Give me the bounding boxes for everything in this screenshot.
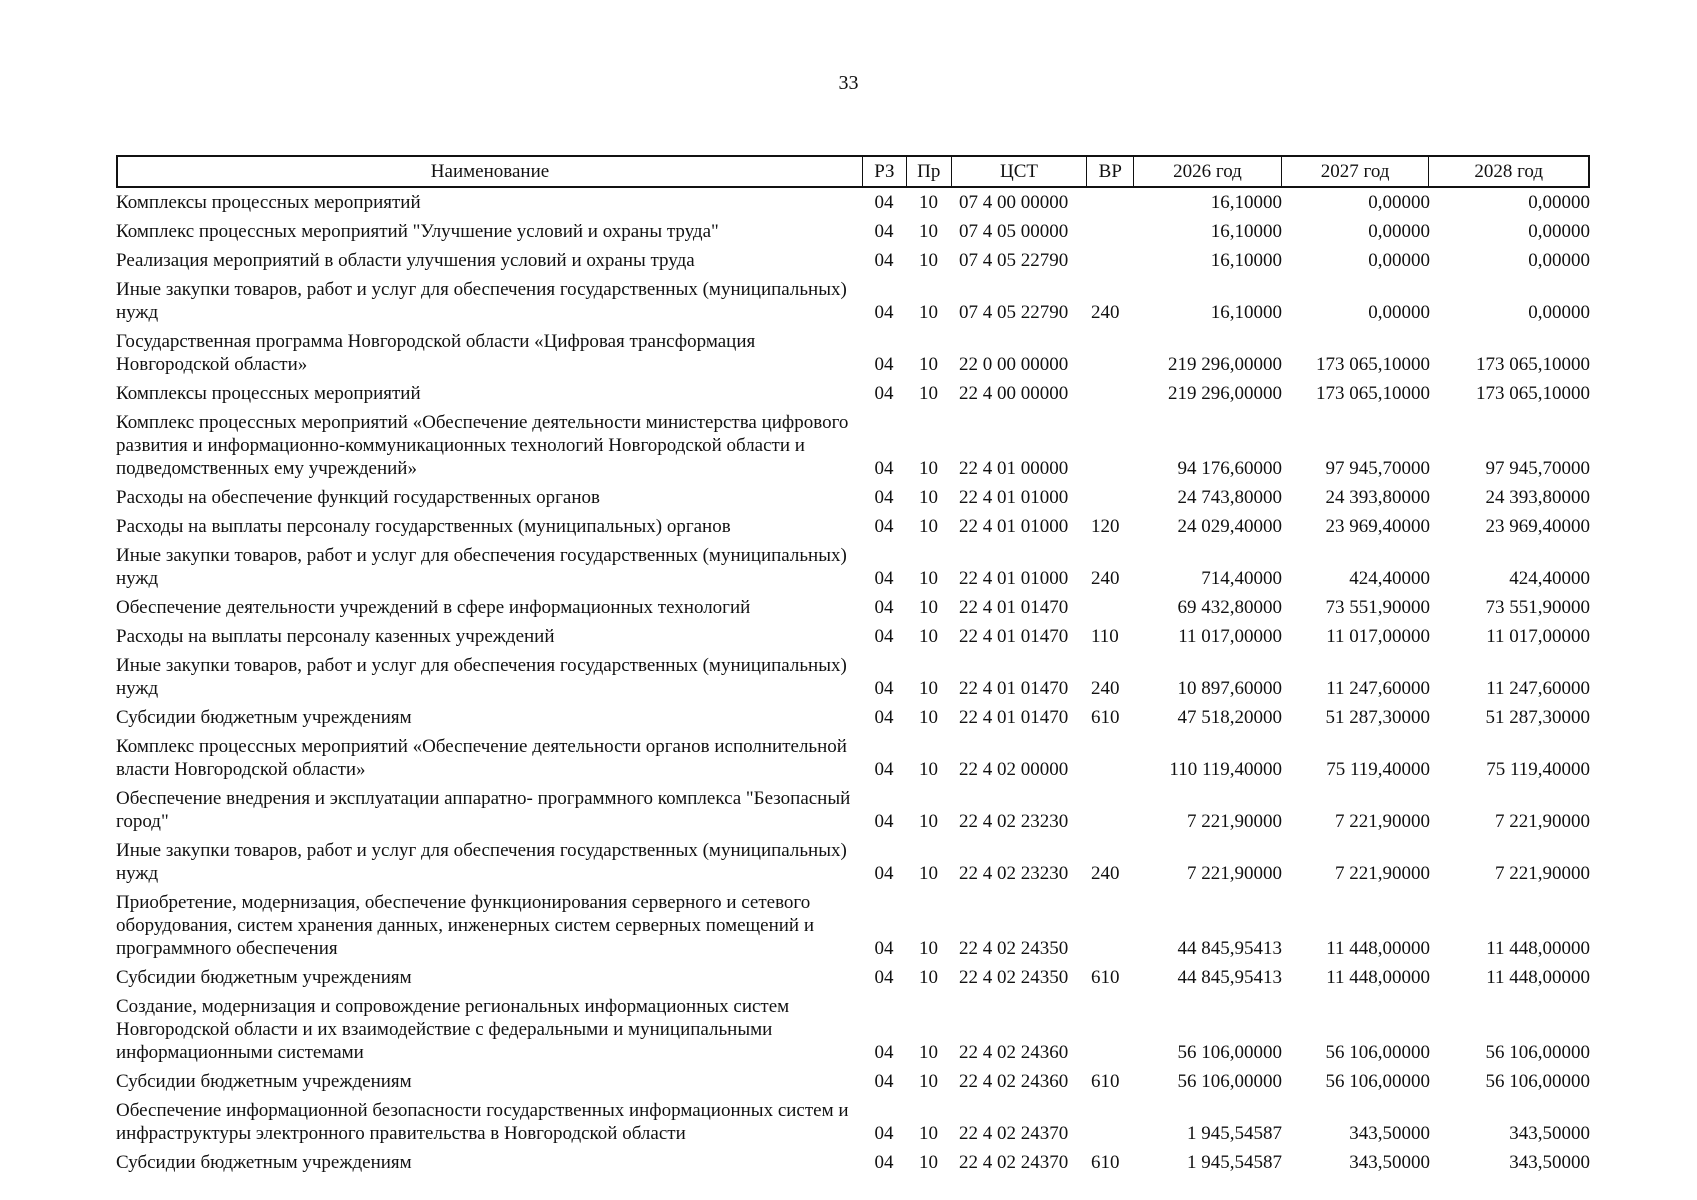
cell-2027: 0,00000 [1368,192,1430,213]
cell-2026: 44 845,95413 [1177,938,1282,959]
table-row [116,652,1590,704]
cell-rz: 04 [874,516,894,537]
cell-2026: 16,10000 [1210,250,1282,271]
cell-pr: 10 [919,967,938,988]
cell-2027: 173 065,10000 [1316,354,1430,375]
table-row [116,594,1590,623]
cell-vr: 110 [1091,626,1119,647]
cell-2028: 343,50000 [1509,1152,1590,1173]
cell-2026: 16,10000 [1210,192,1282,213]
cell-2027: 73 551,90000 [1325,597,1430,618]
cell-name: Государственная программа Новгородской области «Цифровая трансформация Новгородской области» [116,331,756,375]
budget-table [116,155,1590,1178]
cell-2027: 7 221,90000 [1335,811,1430,832]
cell-2027: 51 287,30000 [1325,707,1430,728]
cell-2028: 56 106,00000 [1485,1071,1590,1092]
cell-rz: 04 [874,354,894,375]
cell-2027: 56 106,00000 [1325,1042,1430,1063]
cell-2028: 56 106,00000 [1485,1042,1590,1063]
cell-pr: 10 [919,383,938,404]
cell-2027: 7 221,90000 [1335,863,1430,884]
cell-rz: 04 [874,192,894,213]
cell-pr: 10 [919,354,938,375]
cell-cst: 22 4 02 23230 [959,863,1069,884]
cell-pr: 10 [919,707,938,728]
table-row [116,513,1590,542]
cell-pr: 10 [919,597,938,618]
cell-2027: 0,00000 [1368,221,1430,242]
cell-2027: 11 448,00000 [1326,967,1430,988]
cell-pr: 10 [919,1152,938,1173]
cell-2028: 73 551,90000 [1485,597,1590,618]
cell-2026: 24 029,40000 [1177,516,1282,537]
cell-name: Субсидии бюджетным учреждениям [116,967,412,988]
cell-2026: 44 845,95413 [1177,967,1282,988]
table-row [116,409,1590,484]
cell-2026: 11 017,00000 [1178,626,1282,647]
cell-2028: 343,50000 [1509,1123,1590,1144]
cell-2026: 110 119,40000 [1169,759,1282,780]
cell-name: Иные закупки товаров, работ и услуг для обеспечения государственных (муниципальных) нужд [116,279,847,323]
cell-2028: 424,40000 [1509,568,1590,589]
page-number: 33 [838,72,859,94]
cell-pr: 10 [919,458,938,479]
cell-2026: 1 945,54587 [1187,1152,1282,1173]
cell-cst: 22 4 02 24350 [959,938,1069,959]
cell-rz: 04 [874,863,894,884]
cell-cst: 07 4 05 22790 [959,302,1069,323]
cell-2028: 75 119,40000 [1486,759,1590,780]
table-row [116,964,1590,993]
cell-2028: 97 945,70000 [1485,458,1590,479]
cell-2027: 343,50000 [1349,1123,1430,1144]
cell-rz: 04 [874,250,894,271]
cell-pr: 10 [919,1123,938,1144]
header-cst: ЦСТ [951,157,1087,186]
cell-rz: 04 [874,707,894,728]
cell-2027: 173 065,10000 [1316,383,1430,404]
cell-pr: 10 [919,1071,938,1092]
table-row [116,247,1590,276]
cell-2027: 0,00000 [1368,302,1430,323]
cell-2027: 11 448,00000 [1326,938,1430,959]
cell-name: Комплекс процессных мероприятий «Обеспечение деятельности органов исполнительной власти Новгородской области» [116,736,847,780]
cell-2028: 23 969,40000 [1485,516,1590,537]
header-2028: 2028 год [1428,157,1588,186]
cell-name: Иные закупки товаров, работ и услуг для обеспечения государственных (муниципальных) нужд [116,655,847,699]
header-2026: 2026 год [1133,157,1281,186]
table-row [116,733,1590,785]
table-row [116,993,1590,1068]
cell-2028: 24 393,80000 [1485,487,1590,508]
cell-rz: 04 [874,458,894,479]
cell-pr: 10 [919,863,938,884]
cell-pr: 10 [919,302,938,323]
header-2027: 2027 год [1281,157,1429,186]
cell-2027: 56 106,00000 [1325,1071,1430,1092]
cell-rz: 04 [874,597,894,618]
cell-2028: 11 247,60000 [1486,678,1590,699]
cell-cst: 22 4 01 01470 [959,707,1069,728]
cell-vr: 610 [1091,967,1120,988]
cell-2026: 7 221,90000 [1187,811,1282,832]
cell-vr: 240 [1091,568,1120,589]
cell-name: Реализация мероприятий в области улучшения условий и охраны труда [116,250,695,271]
cell-cst: 22 4 01 01000 [959,487,1069,508]
cell-cst: 22 4 01 01470 [959,626,1069,647]
cell-rz: 04 [874,221,894,242]
table-row [116,276,1590,328]
cell-cst: 22 4 02 24360 [959,1071,1069,1092]
cell-cst: 22 4 01 00000 [959,458,1069,479]
header-rz: РЗ [862,157,906,186]
header-name: Наименование [430,161,550,182]
cell-name: Комплекс процессных мероприятий "Улучшение условий и охраны труда" [116,221,719,242]
cell-2026: 24 743,80000 [1177,487,1282,508]
cell-rz: 04 [874,383,894,404]
cell-pr: 10 [919,568,938,589]
cell-2028: 7 221,90000 [1495,863,1590,884]
cell-vr: 240 [1091,302,1120,323]
cell-2028: 0,00000 [1528,192,1590,213]
cell-2026: 47 518,20000 [1177,707,1282,728]
table-row [116,328,1590,380]
cell-rz: 04 [874,1071,894,1092]
cell-2028: 173 065,10000 [1476,383,1590,404]
cell-2026: 56 106,00000 [1177,1042,1282,1063]
cell-vr: 610 [1091,1071,1120,1092]
cell-2027: 24 393,80000 [1325,487,1430,508]
cell-name: Субсидии бюджетным учреждениям [116,1071,412,1092]
cell-pr: 10 [919,516,938,537]
cell-rz: 04 [874,759,894,780]
cell-2026: 10 897,60000 [1177,678,1282,699]
cell-rz: 04 [874,626,894,647]
cell-cst: 22 0 00 00000 [959,354,1069,375]
cell-2028: 51 287,30000 [1485,707,1590,728]
cell-name: Расходы на выплаты персоналу государственных (муниципальных) органов [116,516,731,537]
cell-pr: 10 [919,811,938,832]
cell-2026: 714,40000 [1201,568,1282,589]
cell-cst: 22 4 01 01470 [959,678,1069,699]
cell-pr: 10 [919,1042,938,1063]
table-row [116,542,1590,594]
cell-rz: 04 [874,487,894,508]
cell-cst: 22 4 02 24370 [959,1152,1069,1173]
cell-vr: 240 [1091,678,1120,699]
cell-cst: 22 4 02 24360 [959,1042,1069,1063]
table-row [116,1149,1590,1178]
cell-name: Обеспечение информационной безопасности государственных информационных систем и инфраструктуры электронного правительства в Новгородской области [116,1100,849,1144]
table-row [116,1068,1590,1097]
table-row [116,189,1590,218]
cell-2028: 7 221,90000 [1495,811,1590,832]
cell-vr: 120 [1091,516,1120,537]
table-row [116,380,1590,409]
cell-pr: 10 [919,487,938,508]
cell-name: Приобретение, модернизация, обеспечение функционирования серверного и сетевого оборудования, систем хранения данных, инженерных систем серверных помещений и программного обеспечения [116,892,815,959]
cell-cst: 22 4 01 01470 [959,597,1069,618]
cell-rz: 04 [874,1042,894,1063]
cell-cst: 22 4 01 01000 [959,568,1069,589]
cell-2027: 75 119,40000 [1326,759,1430,780]
table-row [116,484,1590,513]
cell-rz: 04 [874,678,894,699]
cell-name: Расходы на выплаты персоналу казенных учреждений [116,626,555,647]
cell-rz: 04 [874,1123,894,1144]
cell-name: Расходы на обеспечение функций государственных органов [116,487,600,508]
cell-rz: 04 [874,302,894,323]
cell-name: Комплексы процессных мероприятий [116,383,421,404]
cell-pr: 10 [919,221,938,242]
table-row [116,889,1590,964]
cell-cst: 22 4 02 00000 [959,759,1069,780]
cell-2028: 11 448,00000 [1486,938,1590,959]
cell-2028: 11 448,00000 [1486,967,1590,988]
cell-cst: 07 4 05 22790 [959,250,1069,271]
cell-cst: 22 4 02 24370 [959,1123,1069,1144]
table-row [116,1097,1590,1149]
table-row [116,218,1590,247]
cell-2026: 69 432,80000 [1177,597,1282,618]
cell-pr: 10 [919,938,938,959]
cell-cst: 07 4 00 00000 [959,192,1069,213]
cell-2026: 1 945,54587 [1187,1123,1282,1144]
cell-name: Комплексы процессных мероприятий [116,192,421,213]
cell-rz: 04 [874,1152,894,1173]
cell-2026: 16,10000 [1210,302,1282,323]
cell-rz: 04 [874,938,894,959]
cell-vr: 610 [1091,707,1120,728]
cell-name: Обеспечение внедрения и эксплуатации аппаратно- программного комплекса "Безопасный город" [116,788,851,832]
cell-2028: 173 065,10000 [1476,354,1590,375]
cell-2027: 11 247,60000 [1326,678,1430,699]
table-row [116,785,1590,837]
cell-2028: 0,00000 [1528,221,1590,242]
cell-2026: 7 221,90000 [1187,863,1282,884]
table-row [116,623,1590,652]
cell-2028: 0,00000 [1528,250,1590,271]
header-vr: ВР [1086,157,1133,186]
cell-name: Иные закупки товаров, работ и услуг для обеспечения государственных (муниципальных) нужд [116,545,847,589]
cell-name: Субсидии бюджетным учреждениям [116,707,412,728]
cell-2026: 219 296,00000 [1168,383,1282,404]
cell-cst: 07 4 05 00000 [959,221,1069,242]
cell-2026: 94 176,60000 [1177,458,1282,479]
cell-vr: 610 [1091,1152,1120,1173]
table-header [116,155,1590,188]
cell-2026: 56 106,00000 [1177,1071,1282,1092]
cell-2027: 0,00000 [1368,250,1430,271]
table-row [116,704,1590,733]
cell-2027: 343,50000 [1349,1152,1430,1173]
cell-pr: 10 [919,250,938,271]
cell-cst: 22 4 01 01000 [959,516,1069,537]
cell-2027: 97 945,70000 [1325,458,1430,479]
cell-pr: 10 [919,626,938,647]
cell-cst: 22 4 02 24350 [959,967,1069,988]
cell-rz: 04 [874,568,894,589]
cell-rz: 04 [874,811,894,832]
cell-name: Иные закупки товаров, работ и услуг для обеспечения государственных (муниципальных) нужд [116,840,847,884]
cell-2027: 23 969,40000 [1325,516,1430,537]
table-row [116,837,1590,889]
cell-rz: 04 [874,967,894,988]
header-pr: Пр [906,157,951,186]
cell-cst: 22 4 02 23230 [959,811,1069,832]
cell-2028: 11 017,00000 [1486,626,1590,647]
cell-2028: 0,00000 [1528,302,1590,323]
cell-pr: 10 [919,759,938,780]
cell-name: Создание, модернизация и сопровождение региональных информационных систем Новгородской области и их взаимодействие с федеральными и муниципальными информационными системами [116,996,790,1063]
cell-name: Комплекс процессных мероприятий «Обеспечение деятельности министерства цифрового развития и информационно-коммуникационных технологий Новгородской области и подведомственных ему учреждений» [116,412,849,479]
cell-cst: 22 4 00 00000 [959,383,1069,404]
cell-2026: 16,10000 [1210,221,1282,242]
cell-2026: 219 296,00000 [1168,354,1282,375]
cell-name: Обеспечение деятельности учреждений в сфере информационных технологий [116,597,751,618]
cell-vr: 240 [1091,863,1120,884]
table-body [116,189,1590,1178]
cell-pr: 10 [919,678,938,699]
cell-pr: 10 [919,192,938,213]
cell-2027: 11 017,00000 [1326,626,1430,647]
cell-2027: 424,40000 [1349,568,1430,589]
cell-name: Субсидии бюджетным учреждениям [116,1152,412,1173]
